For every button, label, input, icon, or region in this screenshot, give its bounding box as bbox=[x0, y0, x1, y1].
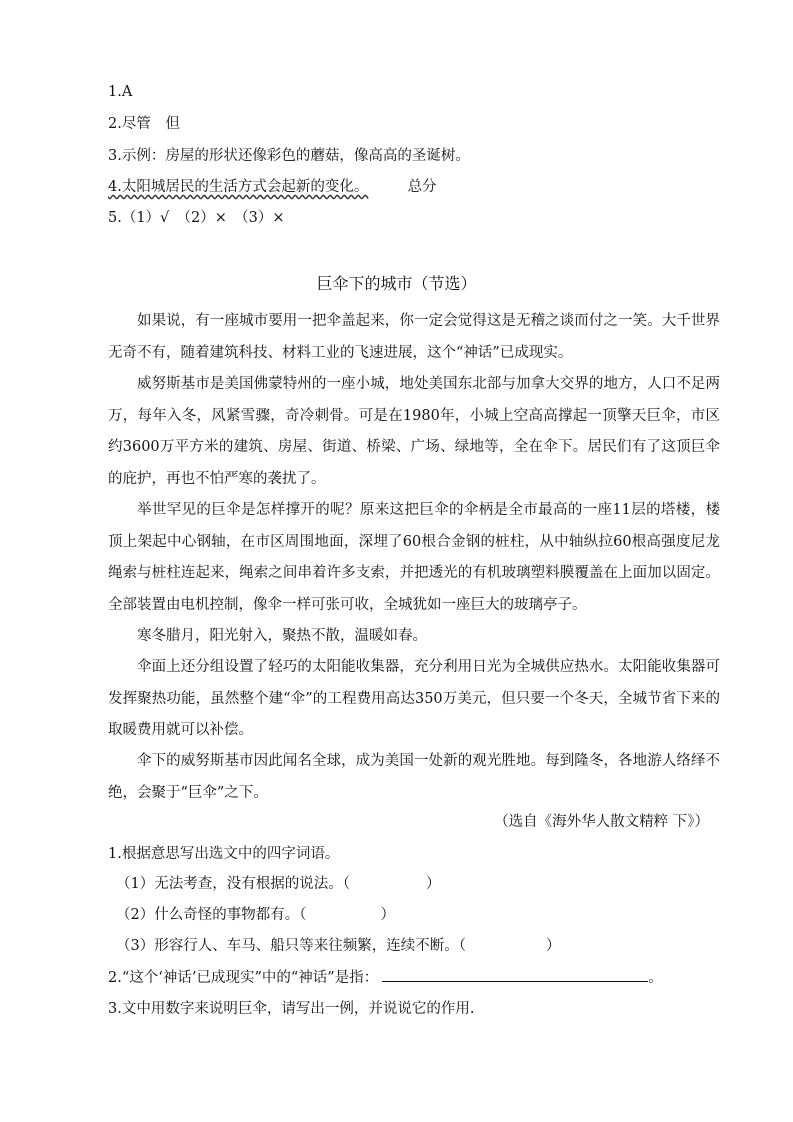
answer-2: 2.尽管 但 bbox=[108, 116, 180, 132]
question-3: 3.文中用数字来说明巨伞，请写出一例，并说说它的作用. bbox=[108, 1001, 475, 1017]
answer-1: 1.A bbox=[108, 84, 133, 100]
question-2-end: 。 bbox=[648, 970, 663, 986]
answer-3: 3.示例：房屋的形状还像彩色的蘑菇，像高高的圣诞树。 bbox=[108, 148, 470, 164]
answer-4-tail: 总分 bbox=[407, 179, 437, 195]
answer-5: 5.（1）√ （2）× （3）× bbox=[108, 210, 285, 226]
close-paren: ） bbox=[380, 907, 395, 923]
question-1-1-text: （1）无法考查，没有根据的说法。（ bbox=[116, 876, 350, 892]
question-1-3-text: （3）形容行人、车马、船只等来往频繁，连续不断。（ bbox=[116, 938, 466, 954]
paragraph-6: 伞下的威努斯基市因此闻名全球，成为美国一处新的观光胜地。每到隆冬，各地游人络绎不绝，会聚于“巨伞”之下。 bbox=[108, 753, 720, 801]
paragraph-1: 如果说，有一座城市要用一把伞盖起来，你一定会觉得这是无稽之谈而付之一笑。大千世界无奇不有，随着建筑科技、材料工业的飞速进展，这个“神话”已成现实。 bbox=[108, 313, 720, 361]
question-1-1 bbox=[116, 874, 440, 894]
answer-line[interactable] bbox=[382, 967, 648, 982]
question-2 bbox=[108, 967, 663, 988]
answer-4 bbox=[108, 177, 437, 197]
question-1-2-text: （2）什么奇怪的事物都有。（ bbox=[116, 907, 307, 923]
paragraph-4: 寒冬腊月，阳光射入，聚热不散，温暖如春。 bbox=[137, 628, 427, 644]
article-title: 巨伞下的城市（节选） bbox=[316, 274, 477, 293]
question-1: 1.根据意思写出选文中的四字词语。 bbox=[108, 846, 340, 862]
question-1-2 bbox=[116, 905, 395, 925]
close-paren: ） bbox=[545, 938, 561, 954]
paragraph-5: 伞面上还分组设置了轻巧的太阳能收集器，充分利用日光为全城供应热水。太阳能收集器可发挥聚热功能，虽然整个建“伞”的工程费用高达350万美元，但只要一个冬天，全城节省下来的取暖费用就可以补偿。 bbox=[108, 659, 720, 738]
paragraph-2: 威努斯基市是美国佛蒙特州的一座小城，地处美国东北部与加拿大交界的地方，人口不足两万，每年入冬，风紧雪骤，奇冷刺骨。可是在1980年，小城上空高高撑起一顶擎天巨伞，市区约3600万平方米的建筑、房屋、街道、桥梁、广场、绿地等，全在伞下。居民们有了这顶巨伞的庇护，再也不怕严寒的袭扰了。 bbox=[108, 376, 720, 487]
answer-4-text: 4.太阳城居民的生活方式会起新的变化。 bbox=[108, 179, 369, 195]
question-2-text: 2.“这个‘神话’已成现实”中的“神话”是指： bbox=[108, 970, 379, 986]
paragraph-3: 举世罕见的巨伞是怎样撑开的呢？原来这把巨伞的伞柄是全市最高的一座11层的塔楼，楼顶上架起中心钢轴，在市区周围地面，深埋了60根合金钢的桩柱，从中轴纵拉60根高强度尼龙绳索与桩柱连起来，绳索之间串着许多支索，并把透光的有机玻璃塑料膜覆盖在上面加以固定。全部装置由电机控制，像伞一样可张可收，全城犹如一座巨大的玻璃亭子。 bbox=[108, 502, 720, 613]
question-1-3 bbox=[116, 936, 560, 956]
close-paren: ） bbox=[425, 876, 441, 892]
article-source: （选自《海外华人散文精粹 下》） bbox=[494, 814, 709, 830]
